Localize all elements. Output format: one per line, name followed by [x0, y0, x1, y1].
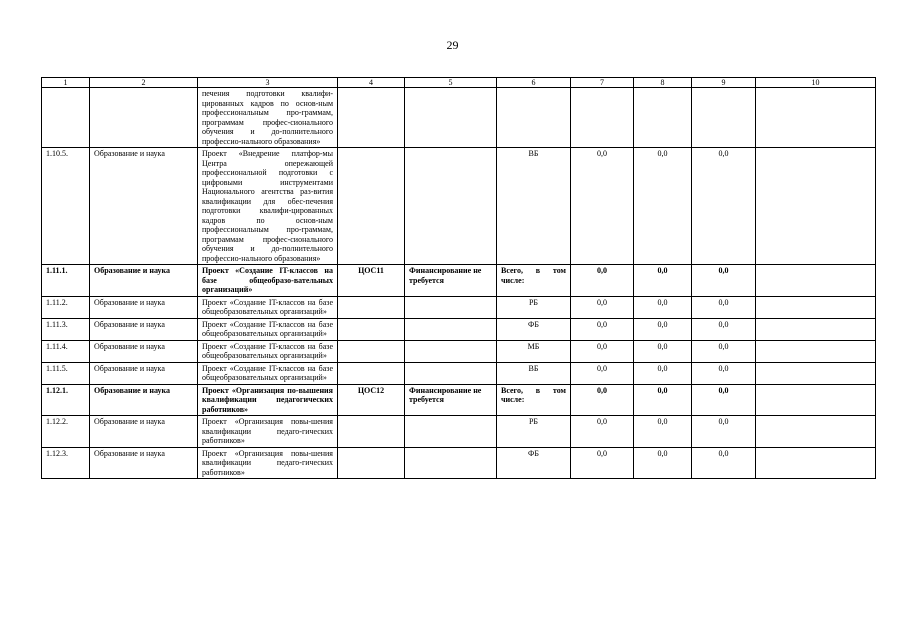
value-col9: 0,0 [692, 362, 756, 384]
goal-code [338, 447, 405, 479]
value-col9: 0,0 [692, 447, 756, 479]
empty-col10 [756, 318, 876, 340]
value-col9: 0,0 [692, 318, 756, 340]
value-col7: 0,0 [571, 318, 634, 340]
financing-note: Финансирование не требуется [405, 265, 497, 297]
value-col7: 0,0 [571, 265, 634, 297]
column-number: 9 [692, 78, 756, 88]
project-name: Проект «Создание IT-классов на базе общеобразовательных организаций» [198, 340, 338, 362]
table-row [42, 362, 876, 384]
table-row [42, 148, 876, 265]
value-col8 [634, 88, 692, 148]
value-col9: 0,0 [692, 148, 756, 265]
item-number: 1.12.2. [42, 416, 90, 448]
sector: Образование и наука [90, 296, 198, 318]
empty-col10 [756, 447, 876, 479]
sector: Образование и наука [90, 265, 198, 297]
project-name: Проект «Создание IT-классов на базе общеобразовательных организаций» [198, 296, 338, 318]
table-body [42, 88, 876, 479]
sector: Образование и наука [90, 148, 198, 265]
goal-code [338, 296, 405, 318]
page-number: 29 [446, 38, 459, 52]
value-col7: 0,0 [571, 296, 634, 318]
empty-col10 [756, 296, 876, 318]
financing-note [405, 148, 497, 265]
empty-col10 [756, 384, 876, 416]
column-number: 5 [405, 78, 497, 88]
program-table [41, 77, 876, 479]
column-number: 3 [198, 78, 338, 88]
goal-code [338, 148, 405, 265]
goal-code [338, 340, 405, 362]
table-row [42, 296, 876, 318]
project-name: Проект «Создание IT-классов на базе общеобразовательных организаций» [198, 362, 338, 384]
financing-note [405, 88, 497, 148]
goal-code [338, 362, 405, 384]
value-col8: 0,0 [634, 362, 692, 384]
value-col7: 0,0 [571, 416, 634, 448]
value-col8: 0,0 [634, 416, 692, 448]
value-col9: 0,0 [692, 296, 756, 318]
project-name: Проект «Организация повы-шения квалификации педаго-гических работников» [198, 447, 338, 479]
item-number: 1.12.3. [42, 447, 90, 479]
budget-source: МБ [497, 340, 571, 362]
project-name: печения подготовки квалифи-цированных кадров по основ-ным профессиональным про-граммам, программам профес-сионального обучения и до-полнительного профессио-нального образования» [198, 88, 338, 148]
table-row [42, 416, 876, 448]
value-col8: 0,0 [634, 148, 692, 265]
column-number: 2 [90, 78, 198, 88]
financing-note [405, 296, 497, 318]
value-col7: 0,0 [571, 362, 634, 384]
table-row [42, 318, 876, 340]
value-col8: 0,0 [634, 318, 692, 340]
project-name: Проект «Внедрение платфор-мы Центра опережающей профессиональной подготовки с цифровыми инструментами Национального агентства раз-вития квалификации для обес-печения подготовки квалифи-цированных кадров по основ-ным профессиональным про-граммам, программам профес-сионального обучения и до-полнительного профессио-нального образования» [198, 148, 338, 265]
sector: Образование и наука [90, 362, 198, 384]
sector: Образование и наука [90, 384, 198, 416]
table-row [42, 265, 876, 297]
financing-note [405, 318, 497, 340]
sector: Образование и наука [90, 447, 198, 479]
item-number: 1.11.4. [42, 340, 90, 362]
column-number: 6 [497, 78, 571, 88]
value-col8: 0,0 [634, 340, 692, 362]
item-number: 1.11.1. [42, 265, 90, 297]
value-col9: 0,0 [692, 384, 756, 416]
value-col7: 0,0 [571, 148, 634, 265]
financing-note [405, 416, 497, 448]
item-number [42, 88, 90, 148]
item-number: 1.11.2. [42, 296, 90, 318]
item-number: 1.12.1. [42, 384, 90, 416]
goal-code: ЦОС11 [338, 265, 405, 297]
empty-col10 [756, 340, 876, 362]
project-name: Проект «Организация повы-шения квалификации педаго-гических работников» [198, 416, 338, 448]
value-col7: 0,0 [571, 340, 634, 362]
financing-note: Финансирование не требуется [405, 384, 497, 416]
sector: Образование и наука [90, 318, 198, 340]
value-col7: 0,0 [571, 384, 634, 416]
column-number-row [42, 78, 876, 88]
empty-col10 [756, 148, 876, 265]
budget-source [497, 88, 571, 148]
goal-code [338, 318, 405, 340]
empty-col10 [756, 362, 876, 384]
column-number: 10 [756, 78, 876, 88]
budget-source: ВБ [497, 362, 571, 384]
sector: Образование и наука [90, 416, 198, 448]
goal-code: ЦОС12 [338, 384, 405, 416]
project-name: Проект «Организация по-вышения квалификации педагогических работников» [198, 384, 338, 416]
column-number: 4 [338, 78, 405, 88]
budget-source: ВБ [497, 148, 571, 265]
sector [90, 88, 198, 148]
value-col8: 0,0 [634, 384, 692, 416]
project-name: Проект «Создание IT-классов на базе общеобразо-вательных организаций» [198, 265, 338, 297]
value-col8: 0,0 [634, 296, 692, 318]
budget-source: ФБ [497, 447, 571, 479]
table-row [42, 340, 876, 362]
value-col8: 0,0 [634, 265, 692, 297]
column-number: 1 [42, 78, 90, 88]
empty-col10 [756, 265, 876, 297]
goal-code [338, 416, 405, 448]
financing-note [405, 362, 497, 384]
item-number: 1.10.5. [42, 148, 90, 265]
value-col9: 0,0 [692, 416, 756, 448]
value-col9 [692, 88, 756, 148]
financing-note [405, 447, 497, 479]
item-number: 1.11.3. [42, 318, 90, 340]
value-col7 [571, 88, 634, 148]
budget-source: Всего, в том числе: [497, 265, 571, 297]
value-col8: 0,0 [634, 447, 692, 479]
column-number: 8 [634, 78, 692, 88]
budget-source: Всего, в том числе: [497, 384, 571, 416]
project-name: Проект «Создание IT-классов на базе общеобразовательных организаций» [198, 318, 338, 340]
table-row [42, 88, 876, 148]
table-row [42, 447, 876, 479]
financing-note [405, 340, 497, 362]
column-number: 7 [571, 78, 634, 88]
empty-col10 [756, 416, 876, 448]
budget-source: ФБ [497, 318, 571, 340]
value-col9: 0,0 [692, 265, 756, 297]
value-col7: 0,0 [571, 447, 634, 479]
budget-source: РБ [497, 416, 571, 448]
sector: Образование и наука [90, 340, 198, 362]
item-number: 1.11.5. [42, 362, 90, 384]
value-col9: 0,0 [692, 340, 756, 362]
empty-col10 [756, 88, 876, 148]
table-row [42, 384, 876, 416]
budget-source: РБ [497, 296, 571, 318]
goal-code [338, 88, 405, 148]
